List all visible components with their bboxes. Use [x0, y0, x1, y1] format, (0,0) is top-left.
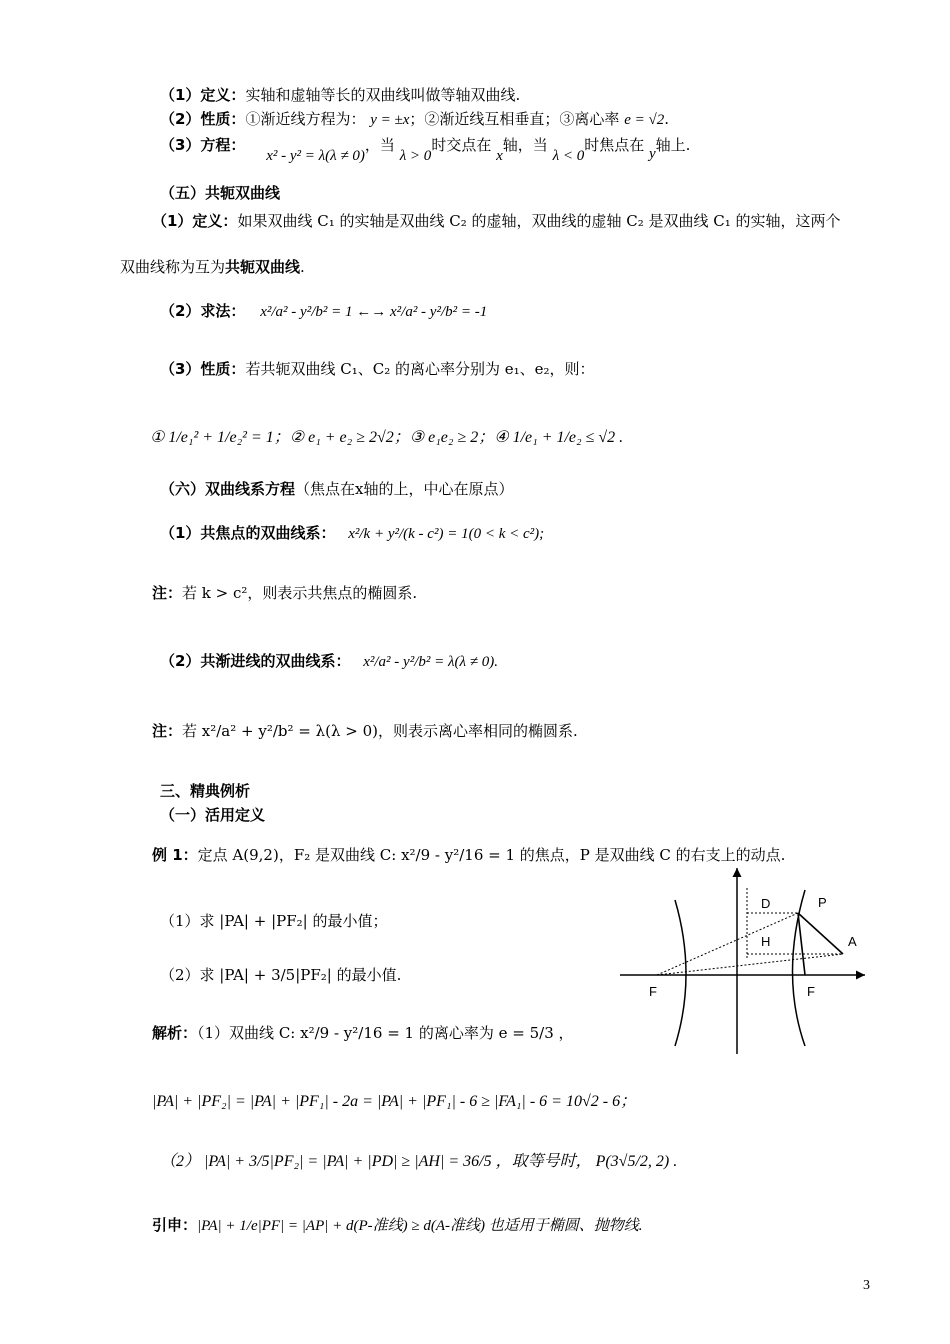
line-property: （2）性质：①渐近线方程为： y = ±x；②渐近线互相垂直；③离心率 e = √2.: [160, 110, 670, 128]
example-1: 例 1：定点 A(9,2)，F₂ 是双曲线 C: x²/9 - y²/16 = 1 的焦点，P 是双曲线 C 的右支上的动点.: [152, 846, 786, 864]
heading-examples: 三、精典例析: [160, 782, 251, 800]
line-conjugate-method: （2）求法： x²/a² - y²/b² = 1 ←→ x²/a² - y²/b² = -1: [160, 302, 488, 320]
heading-conjugate: （五）共轭双曲线: [160, 184, 281, 202]
label-F2: F: [807, 984, 815, 999]
line-F1P: [657, 913, 798, 975]
solution-2: （2） |PA| + 3/5|PF₂| = |PA| + |PD| ≥ |AH| = 36/5 ，取等号时， P(3√5/2, 2) .: [160, 1153, 678, 1170]
extension: 引申：|PA| + 1/e|PF| = |AP| + d(P-准线) ≥ d(A-准线) 也适用于椭圆、抛物线.: [152, 1216, 643, 1234]
line-conjugate-definition-cont: 双曲线称为互为共轭双曲线.: [120, 258, 305, 276]
label-A: A: [848, 934, 857, 949]
heading-definition-use: （一）活用定义: [160, 806, 266, 824]
line-conjugate-formulas: ① 1/e₁² + 1/e₂² = 1；② e₁ + e₂ ≥ 2√2；③ e₁e₂ ≥ 2；④ 1/e₁ + 1/e₂ ≤ √2 .: [150, 429, 624, 446]
heading-family: （六）双曲线系方程（焦点在x轴的上，中心在原点）: [160, 480, 514, 498]
line-conjugate-property: （3）性质：若共轭双曲线 C₁、C₂ 的离心率分别为 e₁、e₂，则：: [160, 360, 595, 378]
left-branch: [675, 900, 686, 1046]
note-coasymptotic: 注：若 x²/a² + y²/b² = λ(λ > 0)，则表示离心率相同的椭圆系.: [152, 722, 578, 740]
line-PF2: [798, 913, 805, 975]
label-H: H: [761, 934, 771, 949]
label-D: D: [761, 896, 771, 911]
solution-1-equation: |PA| + |PF₂| = |PA| + |PF₁| - 2a = |PA| + |PF₁| - 6 ≥ |FA₁| - 6 = 10√2 - 6；: [152, 1093, 637, 1110]
page-number: 3: [863, 1278, 870, 1293]
hyperbola-figure: [615, 858, 875, 1058]
line-coasymptotic: （2）共渐进线的双曲线系： x²/a² - y²/b² = λ(λ ≠ 0).: [160, 652, 498, 670]
line-conjugate-definition: （1）定义：如果双曲线 C₁ 的实轴是双曲线 C₂ 的虚轴，双曲线的虚轴 C₂ 是双曲线 C₁ 的实轴，这两个: [152, 212, 841, 230]
note-confocal: 注：若 k > c²，则表示共焦点的椭圆系.: [152, 584, 418, 602]
line-equation: （3）方程： x² - y² = λ(λ ≠ 0)，当 λ > 0时交点在 x轴，当 λ < 0时焦点在 y轴上.: [160, 136, 691, 164]
line-confocal: （1）共焦点的双曲线系： x²/k + y²/(k - c²) = 1(0 < k < c²);: [160, 524, 545, 542]
label-P: P: [818, 895, 827, 910]
label-F1: F: [649, 984, 657, 999]
question-1: （1）求 |PA| + |PF₂| 的最小值；: [160, 912, 388, 930]
solution-1: 解析：（1）双曲线 C: x²/9 - y²/16 = 1 的离心率为 e = 5/3 ，: [152, 1024, 574, 1042]
question-2: （2）求 |PA| + 3/5|PF₂| 的最小值.: [160, 966, 402, 984]
line-definition: （1）定义：实轴和虚轴等长的双曲线叫做等轴双曲线.: [160, 86, 521, 104]
line-PA: [798, 913, 843, 954]
